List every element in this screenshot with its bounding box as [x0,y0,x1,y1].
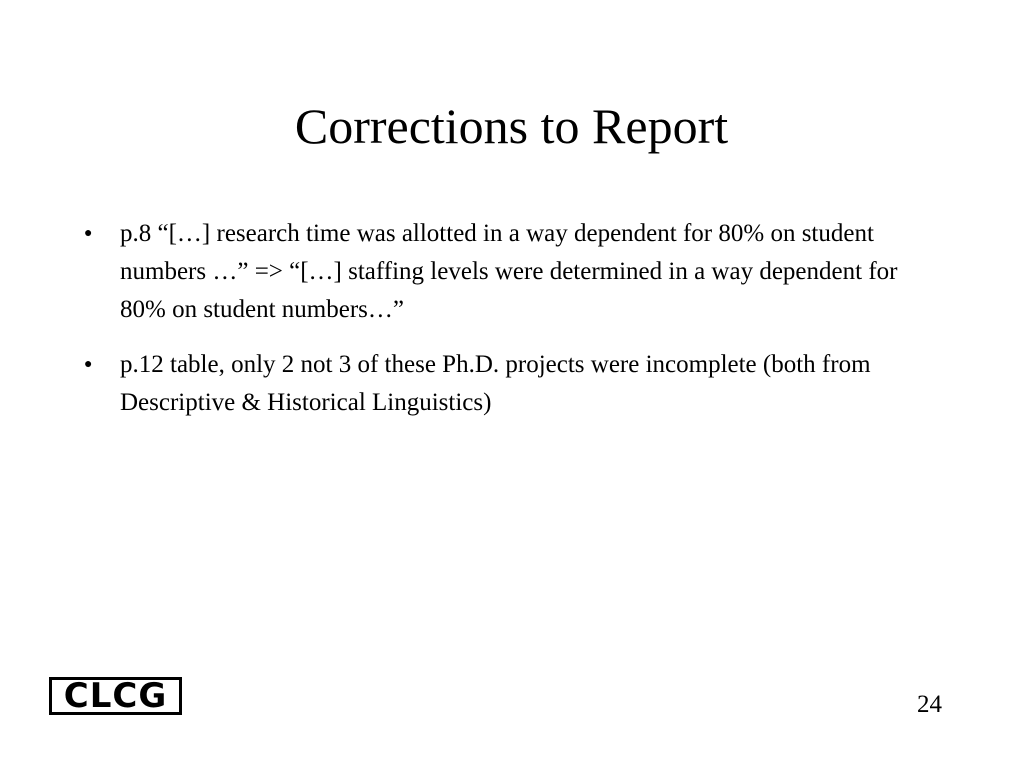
page-number: 24 [917,691,942,718]
bullet-icon: ● [84,357,93,372]
bullet-item [84,346,944,422]
bullet-text: p.12 table, only 2 not 3 of these Ph.D. projects were incomplete (both from Descriptive & Historical Linguistics) [120,351,871,416]
bullet-text: p.8 “[…] research time was allotted in a way dependent for 80% on student numbers …” => “[…] staffing levels were determined in a way dependent for 80% on student numbers…” [120,220,898,323]
bullet-item [84,215,944,329]
bullet-list [84,215,944,439]
clcg-logo: CLCG [49,677,182,715]
bullet-icon: ● [84,226,93,241]
slide-title: Corrections to Report [294,98,729,154]
